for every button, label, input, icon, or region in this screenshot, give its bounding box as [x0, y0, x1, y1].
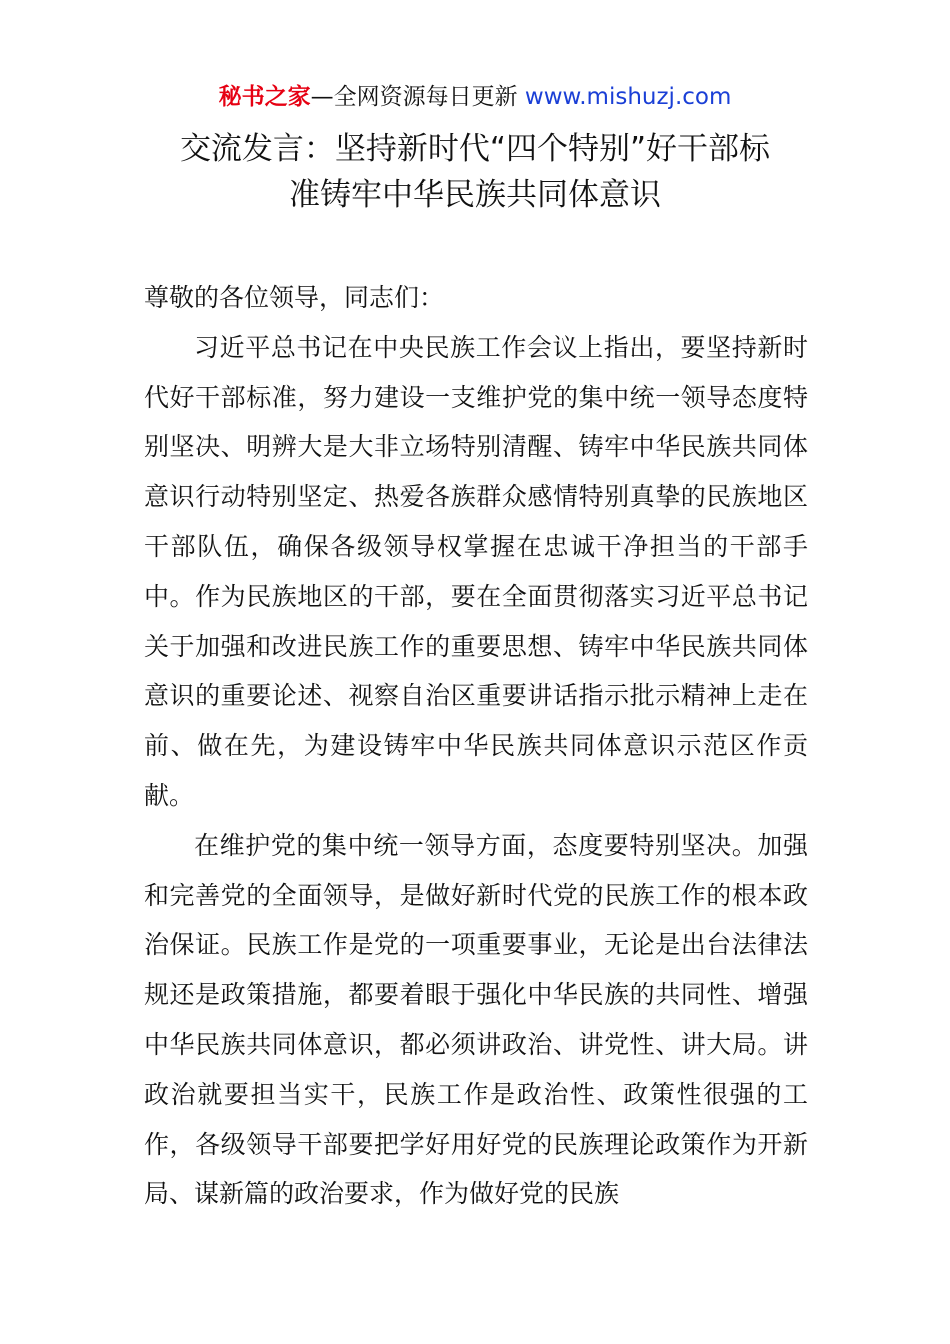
salutation: 尊敬的各位领导，同志们： [144, 283, 445, 312]
site-url-link[interactable]: www.mishuzj.com [524, 84, 732, 110]
site-brand: 秘书之家 [218, 84, 311, 110]
site-header [0, 82, 950, 112]
document-body [144, 273, 808, 1219]
document-title-line-1: 交流发言：坚持新时代“四个特别”好干部标 [179, 131, 771, 167]
body-paragraph: 习近平总书记在中央民族工作会议上指出，要坚持新时代好干部标准，努力建设一支维护党的集中统一领导态度特别坚决、明辨大是大非立场特别清醒、铸牢中华民族共同体意识行动特别坚定、热爱各族群众感情特别真挚的民族地区干部队伍，确保各级领导权掌握在忠诚干净担当的干部手中。作为民族地区的干部，要在全面贯彻落实习近平总书记关于加强和改进民族工作的重要思想、铸牢中华民族共同体意识的重要论述、视察自治区重要讲话指示批示精神上走在前、做在先，为建设铸牢中华民族共同体意识示范区作贡献。 [144, 332, 808, 810]
body-paragraph: 在维护党的集中统一领导方面，态度要特别坚决。加强和完善党的全面领导，是做好新时代党的民族工作的根本政治保证。民族工作是党的一项重要事业，无论是出台法律法规还是政策措施，都要着眼于强化中华民族的共同性、增强中华民族共同体意识，都必须讲政治、讲党性、讲大局。讲政治就要担当实干，民族工作是政治性、政策性很强的工作，各级领导干部要把学好用好党的民族理论政策作为开新局、谋新篇的政治要求，作为做好党的民族 [144, 830, 808, 1209]
site-tagline: —全网资源每日更新 [310, 84, 525, 110]
document-title-line-2: 准铸牢中华民族共同体意识 [289, 177, 661, 213]
document-title [0, 126, 950, 218]
